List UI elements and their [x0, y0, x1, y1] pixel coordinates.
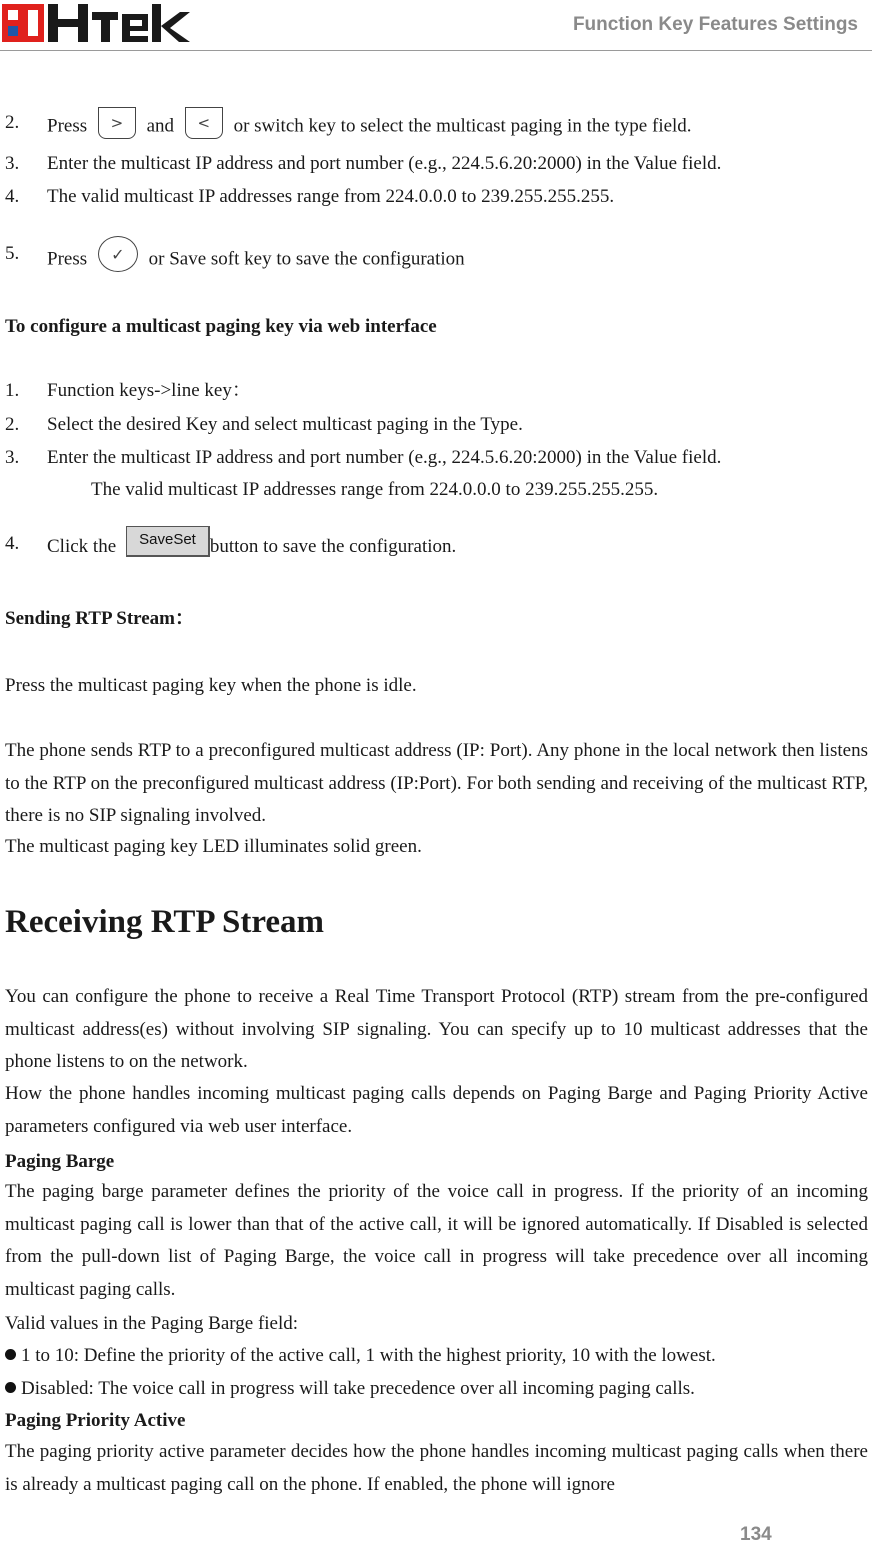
paragraph: The phone sends RTP to a preconfigured multicast address (IP: Port). Any phone in the local network then listens to the RTP on the preconfigured multicast address (IP:Port). For both sending and receiving of the multicast RTP, there is no SIP signaling involved. [5, 740, 868, 826]
right-key-icon: > [98, 107, 136, 139]
list-item-note: The valid multicast IP addresses range from 224.0.0.0 to 239.255.255.255. [91, 479, 659, 500]
header-title: Function Key Features Settings [572, 14, 858, 35]
htek-logo [2, 2, 192, 44]
page-heading: Receiving RTP Stream [5, 904, 325, 940]
bullet-item: Disabled: The voice call in progress will take precedence over all incoming paging calls. [5, 1377, 695, 1401]
ok-key-icon: ✓ [98, 236, 138, 272]
paragraph: The paging barge parameter defines the priority of the voice call in progress. If the priority of an incoming multicast paging call is lower than that of the active call, it will be ignored automatically. If Disabled is selected from the pull-down list of Paging Barge, the voice call in progress will take precedence over all incoming multicast paging calls. [5, 1181, 868, 1300]
saveset-button[interactable]: SaveSet [126, 526, 210, 557]
bullet-item: 1 to 10: Define the priority of the active call, 1 with the highest priority, 10 with the lowest. [5, 1344, 716, 1368]
paragraph: The paging priority active parameter decides how the phone handles incoming multicast paging calls when there is already a multicast paging call on the phone. If enabled, the phone will ignore [5, 1441, 868, 1495]
bullet-icon [5, 1382, 16, 1393]
paragraph: The multicast paging key LED illuminates solid green. [5, 836, 422, 857]
bullet-icon [5, 1349, 16, 1360]
paragraph: Press the multicast paging key when the phone is idle. [5, 675, 417, 696]
section-heading: To configure a multicast paging key via web interface [5, 316, 437, 337]
left-key-icon: < [185, 107, 223, 139]
paragraph: You can configure the phone to receive a Real Time Transport Protocol (RTP) stream from the pre-configured multicast address(es) without involving SIP signaling. You can specify up to 10 multicast addresses that the phone listens to on the network. [5, 986, 868, 1072]
page-number: 134 [740, 1524, 772, 1545]
section-heading: Sending RTP Stream： [5, 608, 195, 629]
subsection-heading: Paging Priority Active [5, 1410, 186, 1431]
paragraph: Valid values in the Paging Barge field: [5, 1313, 299, 1334]
subsection-heading: Paging Barge [5, 1151, 115, 1172]
page-header [0, 0, 872, 51]
paragraph: How the phone handles incoming multicast paging calls depends on Paging Barge and Paging Priority Active parameters configured via web user interface. [5, 1083, 868, 1137]
